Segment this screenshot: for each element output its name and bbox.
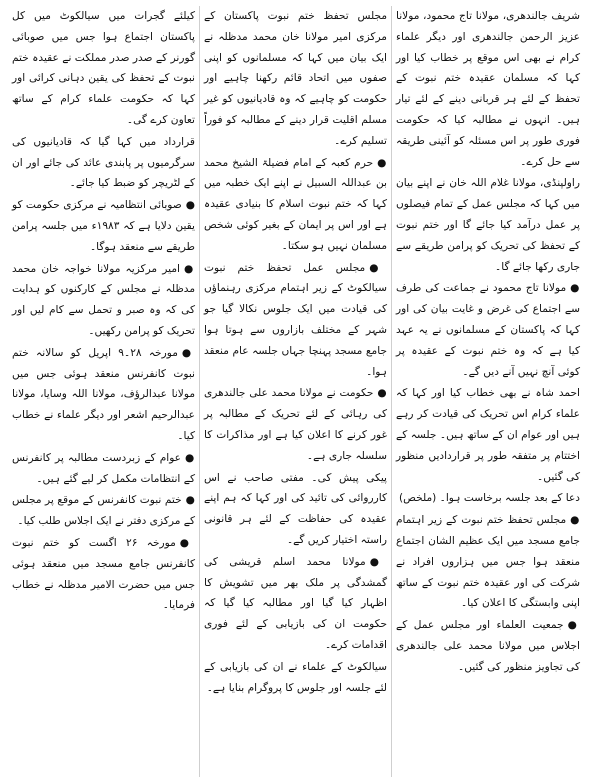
paragraph-text: مولانا محمد اسلم قریشی کی گمشدگی پر ملک بھر میں تشویش کا اظہار کیا گیا اور مطالبہ کیا گیا کہ حکومت ان کی بازیابی کے لئے فوری اقدامات کرے۔ <box>204 555 387 651</box>
paragraph-text: شریف جالندھری، مولانا تاج محمود، مولانا عزیز الرحمن جالندھری اور دیگر علماء کرام نے بھی اس موقع پر خطاب کیا اور کہا کہ مسلمان عقیدہ ختم نبوت کے تحفظ کے لئے ہر قربانی دینے کے لئے تیار ہیں۔ انہوں نے مطالبہ کیا کہ حکومت فوری طور پر اس مسئلہ کو آئینی طریقہ سے حل کرے۔ <box>396 10 580 168</box>
paragraph-text: حکومت نے مولانا محمد علی جالندھری کی رہائی کے لئے تحریک کے مطالبہ پر غور کرنے کا اعلان کیا ہے اور مذاکرات کا سلسلہ جاری ہے۔ <box>204 387 387 462</box>
paragraph-text: دعا کے بعد جلسہ برخاست ہوا۔ (ملخص) <box>399 492 580 505</box>
column-left <box>8 6 200 777</box>
article-paragraph <box>396 615 580 677</box>
bullet-dot-icon: ● <box>377 387 387 400</box>
article-paragraph <box>204 552 387 656</box>
article-paragraph <box>12 448 195 490</box>
paragraph-text: مجلس تحفظ ختم نبوت کے زیر اہتمام جامع مسجد میں ایک عظیم الشان اجتماع منعقد ہوا جس میں ہزاروں افراد نے شرکت کی اور عقیدہ ختم نبوت کے ساتھ اپنی وابستگی کا اعلان کیا۔ <box>396 514 580 610</box>
article-paragraph <box>204 153 387 257</box>
article-paragraph <box>12 533 195 616</box>
paragraph-text: عوام کے زبردست مطالبہ پر کانفرنس کے انتظامات مکمل کر لیے گئے ہیں۔ <box>12 451 195 485</box>
article-paragraph <box>12 6 195 131</box>
article-paragraph <box>396 383 580 487</box>
article-paragraph <box>396 173 580 277</box>
bullet-dot-icon: ● <box>369 261 387 274</box>
paragraph-text: ختم نبوت کانفرنس کے موقع پر مجلس کے مرکزی دفتر نے ایک اجلاس طلب کیا۔ <box>12 494 195 528</box>
article-paragraph <box>204 383 387 466</box>
column-middle <box>200 6 392 777</box>
article-paragraph <box>204 6 387 152</box>
bullet-dot-icon: ● <box>181 346 195 359</box>
paragraph-text: مورخہ ۲۸۔۹ اپریل کو سالانہ ختم نبوت کانفرنس منعقد ہوئی جس میں مولانا عبدالرؤف، مولانا اللہ وسایا، مولانا عبدالرحیم اشعر اور دیگر علماء نے خطاب کیا۔ <box>12 346 195 442</box>
paragraph-text: احمد شاہ نے بھی خطاب کیا اور کہا کہ علماء کرام اس تحریک کی قیادت کر رہے ہیں اور عوام ان کے ساتھ ہیں۔ جلسہ کے اختتام پر متفقہ طور پر قراردادیں منظور کی گئیں۔ <box>396 387 580 483</box>
paragraph-text: مورخہ ۲۶ اگست کو ختم نبوت کانفرنس جامع مسجد میں منعقد ہوئی جس میں حضرت الامیر مدظلہ نے خطاب فرمایا۔ <box>12 536 195 612</box>
bullet-dot-icon: ● <box>570 282 581 295</box>
bullet-dot-icon: ● <box>185 494 196 507</box>
paragraph-text: راولپنڈی، مولانا غلام اللہ خان نے اپنے بیان میں کہا کہ مجلس عمل کے تمام فیصلوں پر عمل درآمد کیا جائے گا اور ختم نبوت کے تحفظ کی تحریک کو پرامن طریقے سے جاری رکھا جائے گا۔ <box>396 177 580 273</box>
article-paragraph <box>396 510 580 614</box>
article-paragraph <box>12 490 195 532</box>
article-paragraph <box>12 259 195 342</box>
paragraph-text: سیالکوٹ کے علماء نے ان کی بازیابی کے لئے جلسہ اور جلوس کا پروگرام بنایا ہے۔ <box>204 660 387 694</box>
bullet-dot-icon: ● <box>185 199 195 212</box>
article-paragraph <box>396 488 580 509</box>
paragraph-text: پیکی پیش کی۔ مفتی صاحب نے اس کارروائی کی تائید کی اور کہا کہ ہم اپنے عقیدہ کی حفاظت کے لئے ہر قانونی راستہ اختیار کریں گے۔ <box>204 471 387 546</box>
article-paragraph <box>396 278 580 382</box>
column-right <box>392 6 584 777</box>
article-paragraph <box>204 468 387 551</box>
paragraph-text: کیلئے گجرات میں سیالکوٹ میں کل پاکستان اجتماع ہوا جس میں صوبائی گورنر کے صدر صدر مملکت نے عقیدہ ختم نبوت کے تحفظ کی یقین دہانی کرائی اور کہا کہ حکومت علماء کرام کے ساتھ تعاون کرے گی۔ <box>12 10 195 126</box>
article-paragraph <box>12 195 195 257</box>
bullet-dot-icon: ● <box>570 514 580 527</box>
paragraph-text: مجلس عمل تحفظ ختم نبوت سیالکوٹ کے زیر اہتمام مرکزی رہنماؤں کی قیادت میں ایک جلوس نکالا گیا جو شہر کے مختلف بازاروں سے ہوتا ہوا جامع مسجد پہنچا جہاں جلسہ عام منعقد ہوا۔ <box>204 261 387 378</box>
bullet-dot-icon: ● <box>179 536 195 549</box>
paragraph-text: مجلس تحفظ ختم نبوت پاکستان کے مرکزی امیر مولانا خان محمد مدظلہ نے ایک بیان میں کہا کہ مسلمانوں کو اپنی صفوں میں اتحاد قائم رکھنا چاہیے اور حکومت کو چاہیے کہ وہ قادیانیوں کو غیر مسلم اقلیت قرار دینے کے مطالبہ کو فوراً تسلیم کرے۔ <box>204 10 387 147</box>
article-paragraph <box>204 657 387 699</box>
article-paragraph <box>12 343 195 447</box>
bullet-dot-icon: ● <box>369 555 387 568</box>
paragraph-text: مولانا تاج محمود نے جماعت کی طرف سے اجتماع کی غرض و غایت بیان کی اور کہا کہ پاکستان کے مسلمانوں نے یہ عہد کیا ہے کہ وہ ختم نبوت کے عقیدہ پر کوئی آنچ نہیں آنے دیں گے۔ <box>396 282 580 378</box>
paragraph-text: حرم کعبہ کے امام فضیلۃ الشیخ محمد بن عبداللہ السبیل نے اپنے ایک خطبہ میں کہا کہ ختم نبوت اسلام کا بنیادی عقیدہ ہے اور اس پر ایمان کے بغیر کوئی شخص مسلمان نہیں ہو سکتا۔ <box>204 156 387 252</box>
bullet-dot-icon: ● <box>183 262 196 275</box>
bullet-dot-icon: ● <box>185 451 196 464</box>
bullet-dot-icon: ● <box>567 619 581 632</box>
article-paragraph <box>204 258 387 383</box>
paragraph-text: قرارداد میں کہا گیا کہ قادیانیوں کی سرگرمیوں پر پابندی عائد کی جائے اور ان کے لٹریچر کو ضبط کیا جائے۔ <box>12 135 195 190</box>
paragraph-text: صوبائی انتظامیہ نے مرکزی حکومت کو یقین دلایا ہے کہ ۱۹۸۳ء میں جلسہ پرامن طریقے سے منعقد ہوگا۔ <box>12 199 195 253</box>
article-paragraph <box>12 132 195 194</box>
bullet-dot-icon: ● <box>377 156 387 169</box>
paragraph-text: امیر مرکزیہ مولانا خواجہ خان محمد مدظلہ نے مجلس کے کارکنوں کو ہدایت کی کہ وہ صبر و تحمل سے کام لیں اور تحریک کو پرامن رکھیں۔ <box>12 262 195 337</box>
article-paragraph <box>396 6 580 172</box>
paragraph-text: جمعیت العلماء اور مجلس عمل کے اجلاس میں مولانا محمد علی جالندھری کی تجاویز منظور کی گئیں۔ <box>396 619 580 673</box>
